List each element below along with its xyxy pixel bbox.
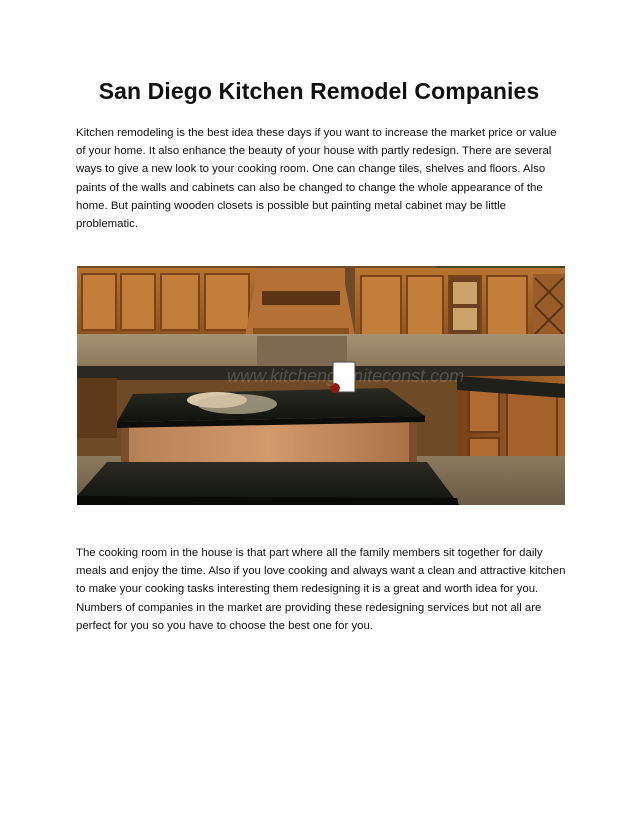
- page-title: San Diego Kitchen Remodel Companies: [98, 78, 540, 104]
- body-paragraph: The cooking room in the house is that part where all the family members sit together for daily meals and enjoy the time. Also if you love cooking and always want a clean and attractive kitchen to make your cooking tasks interesting them redesigning it is a great and worth idea for you. Numbers of companies in the market are providing these redesigning services but not all are perfect for you so you have to choose the best one for you.: [76, 547, 566, 632]
- svg-text:www.kitchengraniteconst.com: www.kitchengraniteconst.com: [227, 366, 465, 386]
- kitchen-photo: [77, 266, 565, 505]
- intro-paragraph: Kitchen remodeling is the best idea these days if you want to increase the market price or value of your home. It also enhance the beauty of your house with partly redesign. There are several ways to give a new look to your cooking room. One can change tiles, shelves and floors. Also paints of the walls and cabinets can also be changed to change the whole appearance of the home. But painting wooden closets is possible but painting metal cabinet may be little problematic.: [76, 127, 557, 231]
